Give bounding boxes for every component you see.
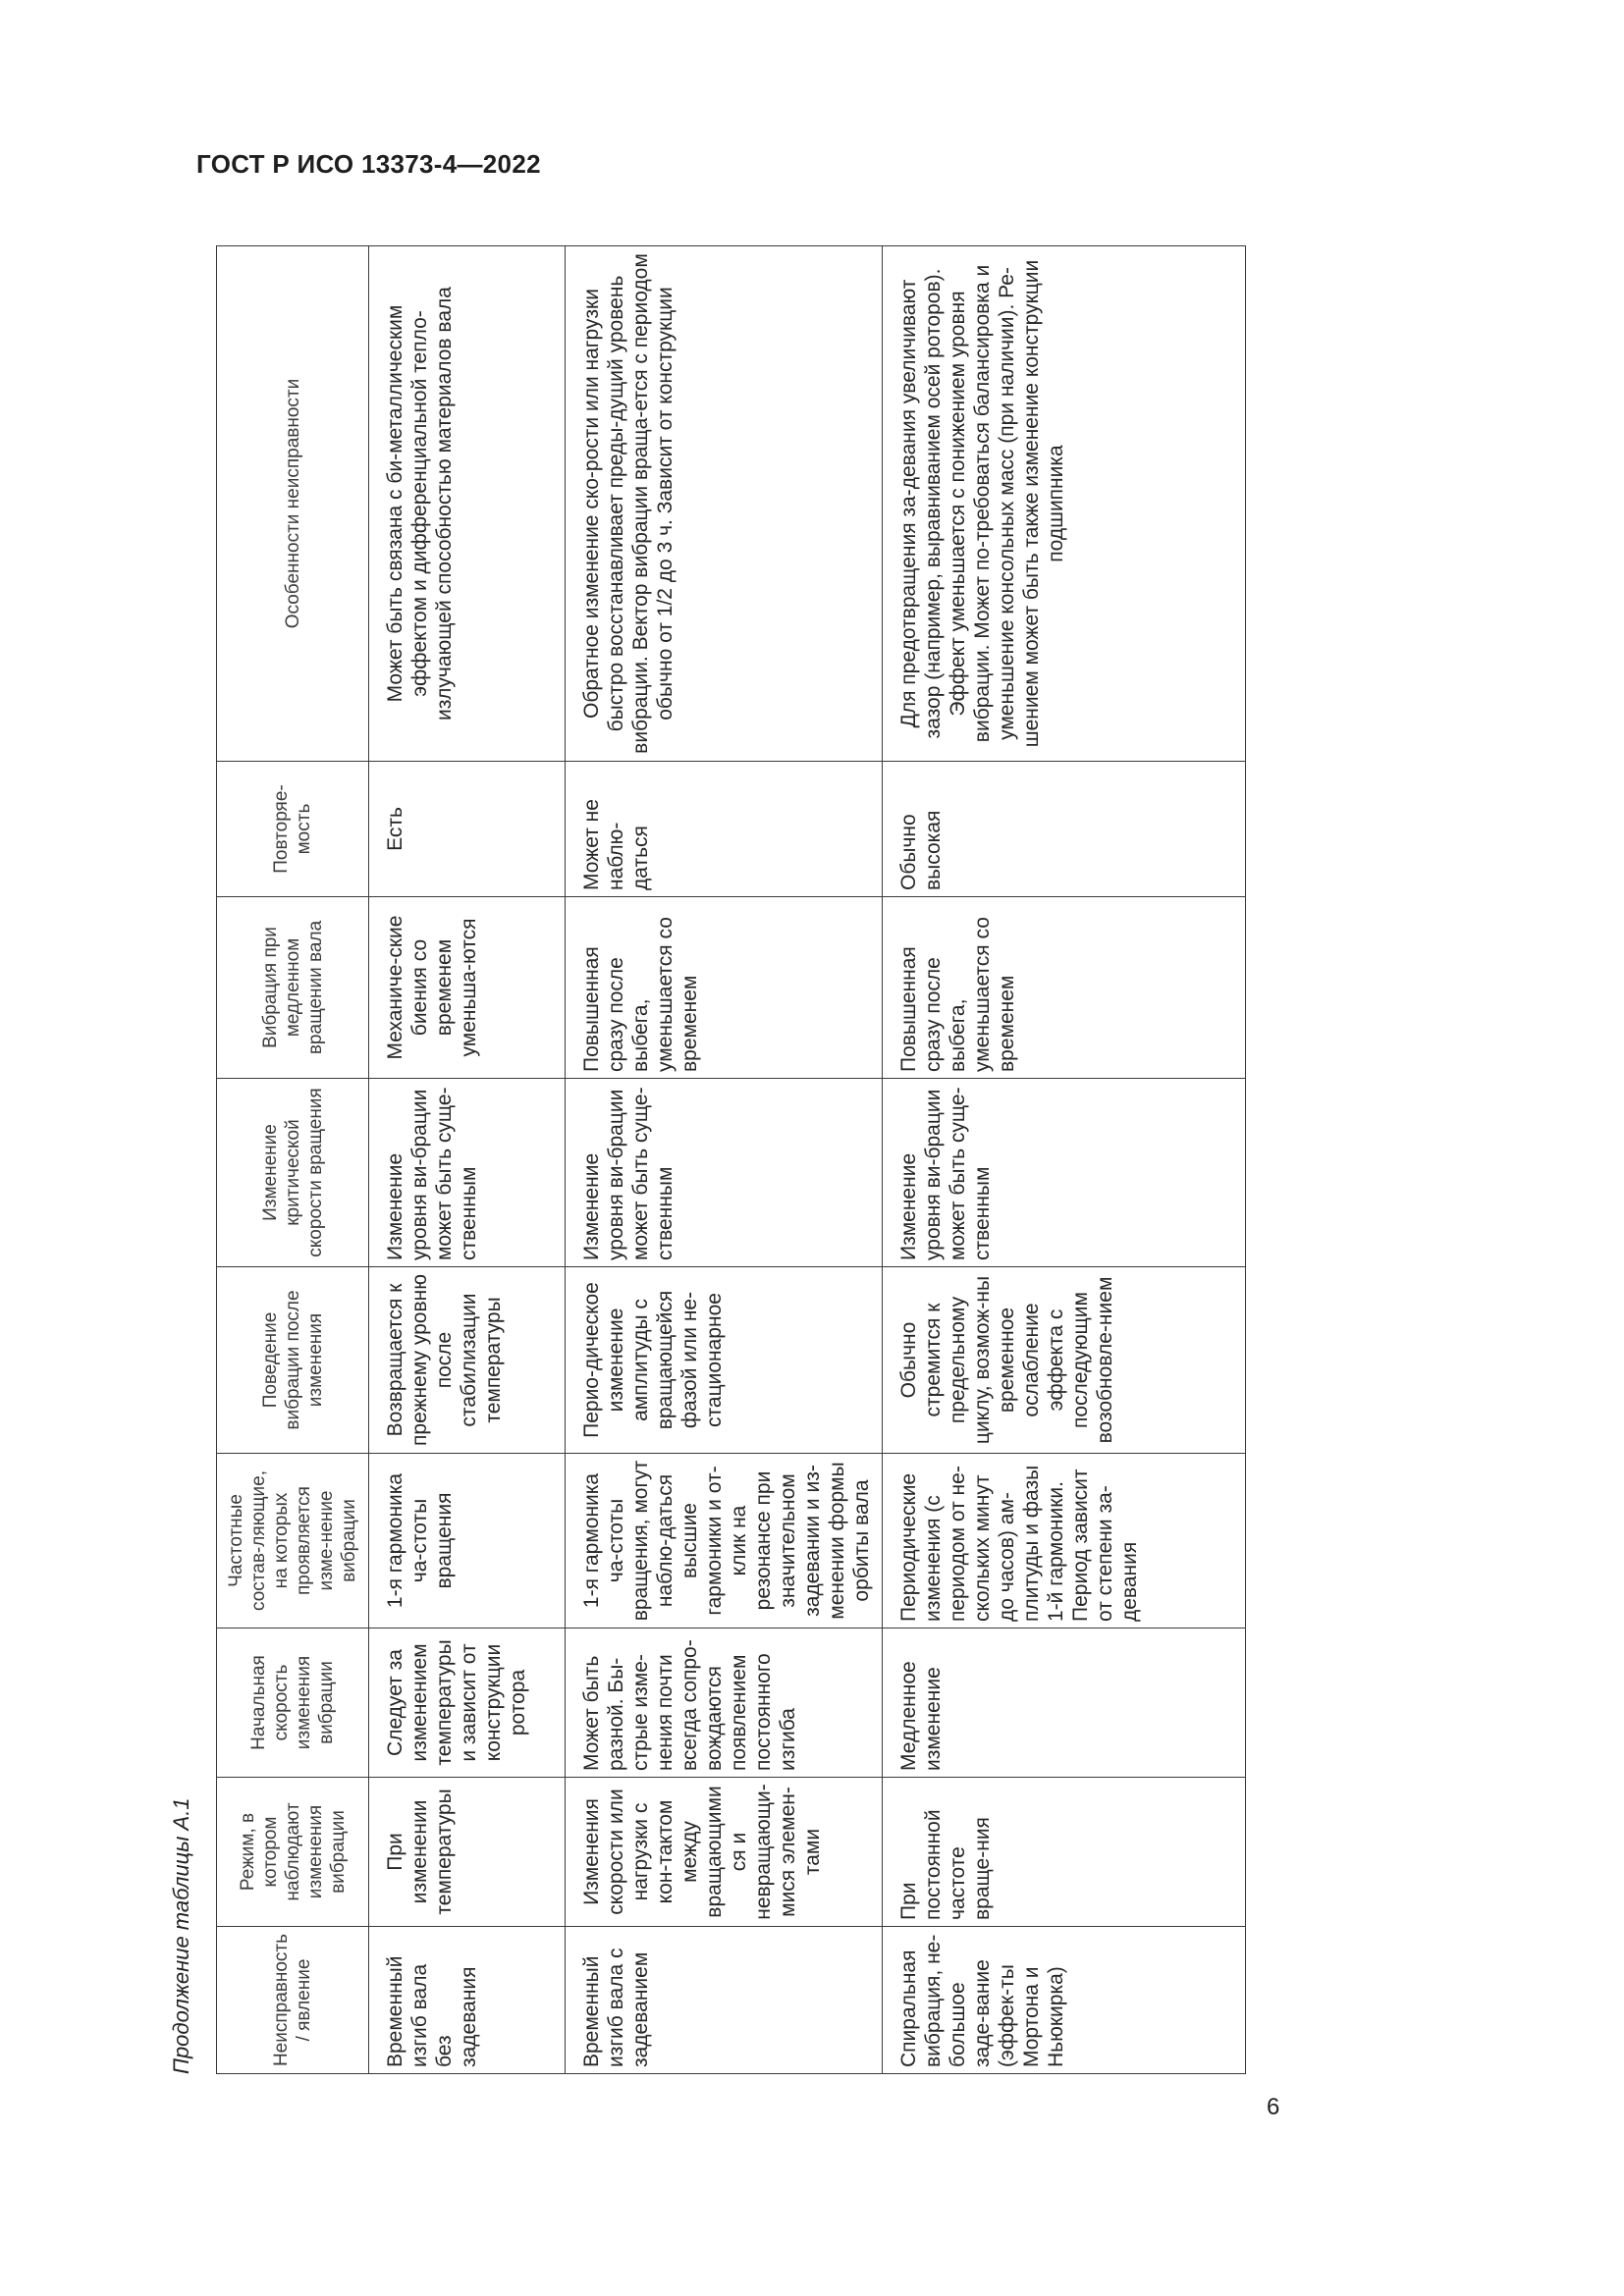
cell-frequency-components: 1-я гармоника ча-стоты вращения <box>369 1454 566 1629</box>
table-row <box>883 246 1246 2074</box>
cell-behavior-after: Обычно стремится к предельному циклу, возмож-ны временное ослабление эффекта с последующим возобновле-нием <box>883 1267 1246 1454</box>
document-header: ГОСТ Р ИСО 13373-4—2022 <box>196 149 541 179</box>
table-caption: Продолжение таблицы А.1 <box>169 1797 193 2074</box>
header-behavior-after: Поведение вибрации после изменения <box>217 1267 369 1454</box>
cell-behavior-after: Перио-дическое изменение амплитуды с вращающейся фазой или не-стационарное <box>566 1267 883 1454</box>
cell-fault: Временный изгиб вала без задевания <box>369 1927 566 2074</box>
cell-slow-rotation-vibration: Повышенная сразу после выбега, уменьшается со временем <box>883 897 1246 1079</box>
cell-initial-rate: Может быть разной. Бы-стрые изме-нения почти всегда сопро-вождаются появлением постоянного изгиба <box>566 1629 883 1778</box>
header-fault: Неисправность/ явление <box>217 1927 369 2074</box>
cell-fault: Временный изгиб вала с задеванием <box>566 1927 883 2074</box>
cell-mode: При постоянной частоте враще-ния <box>883 1778 1246 1927</box>
cell-features: Обратное изменение ско-рости или нагрузки быстро восстанавливает преды-дущий уровень вибрации. Вектор вибрации враща-ется с периодом обычно от 1/2 до 3 ч. Зависит от конструкции <box>566 246 883 762</box>
cell-behavior-after: Возвращается к прежнему уровню после стабилизации температуры <box>369 1267 566 1454</box>
cell-frequency-components: Периодические изменения (с периодом от не-скольких минут до часов) ам-плитуды и фазы 1-й гармоники. Период зависит от степени за-девания <box>883 1454 1246 1629</box>
cell-repeatability: Есть <box>369 762 566 897</box>
rotated-table-block <box>169 229 1280 2120</box>
table-header-row <box>217 246 369 2074</box>
cell-critical-speed-change: Изменение уровня ви-брации может быть суще-ственным <box>883 1079 1246 1267</box>
cell-repeatability: Может не наблю-даться <box>566 762 883 897</box>
header-mode: Режим, в котором наблюдают изменения вибрации <box>217 1778 369 1927</box>
fault-table <box>216 245 1246 2074</box>
cell-mode: Изменения скорости или нагрузки с кон-тактом между вращающимися и невращающи-мися элемен-тами <box>566 1778 883 1927</box>
cell-slow-rotation-vibration: Повышенная сразу после выбега, уменьшается со временем <box>566 897 883 1079</box>
cell-critical-speed-change: Изменение уровня ви-брации может быть суще-ственным <box>566 1079 883 1267</box>
cell-features: Может быть связана с би-металлическим эффектом и дифференциальной тепло-излучающей способностью материалов вала <box>369 246 566 762</box>
table-row <box>369 246 566 2074</box>
cell-initial-rate: Медленное изменение <box>883 1629 1246 1778</box>
header-critical-speed-change: Изменение критической скорости вращения <box>217 1079 369 1267</box>
header-repeatability: Повторяе-мость <box>217 762 369 897</box>
header-initial-rate: Начальная скорость изменения вибрации <box>217 1629 369 1778</box>
header-features: Особенности неисправности <box>217 246 369 762</box>
cell-initial-rate: Следует за изменением температуры и зависит от конструкции ротора <box>369 1629 566 1778</box>
cell-fault: Спиральная вибрация, не-большое заде-вание (эффек-ты Мортона и Ньюкирка) <box>883 1927 1246 2074</box>
cell-slow-rotation-vibration: Механиче-ские биения со временем уменьша-ются <box>369 897 566 1079</box>
cell-frequency-components: 1-я гармоника ча-стоты вращения, могут наблю-даться высшие гармоники и от-клик на резонансе при значительном задевании и из-менении формы орбиты вала <box>566 1454 883 1629</box>
cell-critical-speed-change: Изменение уровня ви-брации может быть суще-ственным <box>369 1079 566 1267</box>
cell-repeatability: Обычно высокая <box>883 762 1246 897</box>
header-slow-rotation-vibration: Вибрация при медленном вращении вала <box>217 897 369 1079</box>
cell-features: Для предотвращения за-девания увеличивают зазор (например, выравниванием осей роторов). Эффект уменьшается с понижением уровня вибрации. Может по-требоваться балансировка и уменьшение консольных масс (при наличии). Ре-шением может быть также изменение конструкции подшипника <box>883 246 1246 762</box>
table-row <box>566 246 883 2074</box>
page-number: 6 <box>1267 2094 1280 2120</box>
header-frequency-components: Частотные состав-ляющие, на которых проявляется изме-нение вибрации <box>217 1454 369 1629</box>
cell-mode: При изменении температуры <box>369 1778 566 1927</box>
